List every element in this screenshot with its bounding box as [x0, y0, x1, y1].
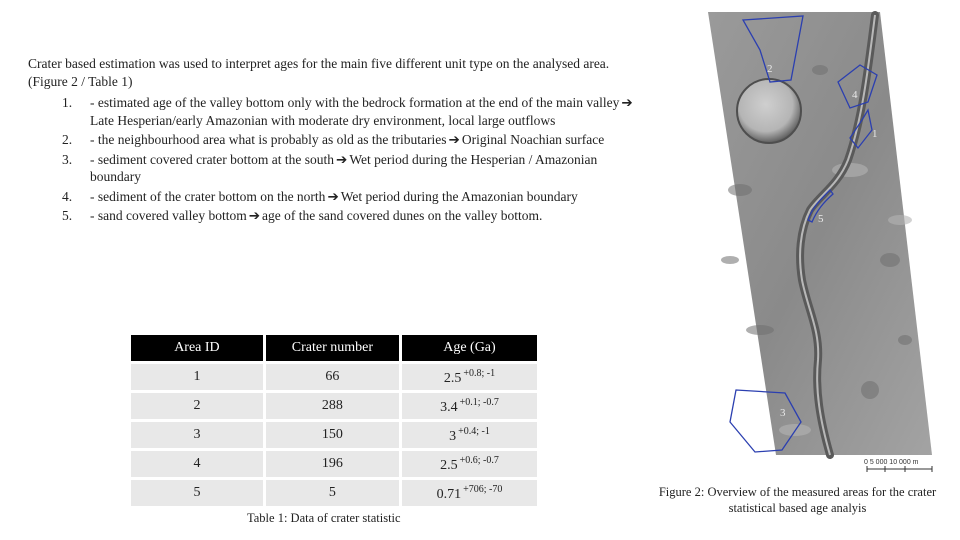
- arrow-icon: ➔: [248, 208, 261, 223]
- crater-statistics-table: [131, 332, 537, 509]
- cell-age: [399, 451, 537, 477]
- area-label-1: 1: [872, 128, 878, 140]
- age-error: +0.1; -0.7: [459, 396, 499, 408]
- mars-valley-map: [700, 10, 940, 480]
- area-label-2: 2: [767, 63, 773, 75]
- area-label-5: 5: [818, 213, 824, 225]
- list-text: - sediment of the crater bottom on the north: [90, 188, 326, 204]
- list-result: Original Noachian surface: [461, 132, 605, 147]
- table-header-row: [131, 335, 537, 361]
- cell-area-id: 1: [131, 364, 263, 390]
- scale-label: 0 5 000 10 000 m: [864, 459, 919, 466]
- list-text: - sand covered valley bottom: [90, 208, 247, 223]
- table-row: [131, 422, 537, 448]
- list-result: age of the sand covered dunes on the valley bottom.: [262, 208, 543, 223]
- list-result: Wet period during the Amazonian boundary: [340, 188, 578, 204]
- cell-area-id: 3: [131, 422, 263, 448]
- arrow-icon: ➔: [327, 188, 339, 204]
- list-number: 1.: [62, 95, 73, 110]
- cell-crater-number: 5: [263, 480, 399, 506]
- cell-age: [399, 393, 537, 419]
- list-item: [28, 94, 648, 129]
- area-label-3: 3: [780, 407, 786, 419]
- cell-crater-number: 150: [263, 422, 399, 448]
- cell-crater-number: 66: [263, 364, 399, 390]
- cell-area-id: 2: [131, 393, 263, 419]
- table-caption: Table 1: Data of crater statistic: [247, 511, 401, 525]
- list-item: [28, 151, 648, 186]
- arrow-icon: ➔: [621, 95, 633, 110]
- age-error: +0.8; -1: [463, 367, 496, 379]
- large-crater: [737, 79, 801, 143]
- interpretation-list: [28, 94, 648, 227]
- table-row: [131, 480, 537, 506]
- list-number: 3.: [62, 151, 73, 167]
- arrow-icon: ➔: [336, 151, 348, 167]
- intro-paragraph: Crater based estimation was used to interpret ages for the main five different unit type on the analysed area. (Figure 2 / Table 1): [28, 56, 610, 89]
- age-error: +0.4; -1: [458, 425, 490, 437]
- list-number: 4.: [62, 188, 73, 204]
- header-crater-number: Crater number: [263, 335, 399, 361]
- list-text: - estimated age of the valley bottom only with the bedrock formation at the end of the main valley: [90, 95, 620, 110]
- list-number: 5.: [62, 208, 73, 223]
- table-row: [131, 393, 537, 419]
- area-label-4: 4: [852, 89, 858, 101]
- header-age: Age (Ga): [399, 335, 537, 361]
- cell-crater-number: 196: [263, 451, 399, 477]
- list-result: Late Hesperian/early Amazonian with moderate dry environment, local large outflows: [90, 112, 556, 128]
- header-area-id: Area ID: [131, 335, 263, 361]
- table-row: [131, 364, 537, 390]
- scale-bar: [864, 459, 932, 472]
- cell-crater-number: 288: [263, 393, 399, 419]
- figure-caption: Figure 2: Overview of the measured areas for the crater statistical based age analyis: [658, 485, 937, 515]
- arrow-icon: ➔: [448, 132, 460, 147]
- cell-age: [399, 480, 537, 506]
- cell-area-id: 5: [131, 480, 263, 506]
- list-text: - sediment covered crater bottom at the south: [90, 151, 335, 167]
- list-item: [28, 188, 648, 206]
- age-error: +0.6; -0.7: [459, 454, 499, 466]
- cell-age: [399, 364, 537, 390]
- age-value: 3.4: [440, 399, 458, 415]
- cell-age: [399, 422, 537, 448]
- age-error: +706; -70: [463, 483, 503, 495]
- list-item: [28, 131, 648, 149]
- age-value: 2.5: [443, 370, 462, 386]
- list-number: 2.: [62, 132, 73, 147]
- list-text: - the neighbourhood area what is probably as old as the tributaries: [90, 132, 447, 147]
- age-value: 3: [449, 428, 457, 444]
- list-result: Wet period during the Hesperian / Amazonian boundary: [90, 151, 598, 184]
- age-value: 0.71: [436, 486, 462, 502]
- cell-area-id: 4: [131, 451, 263, 477]
- table-row: [131, 451, 537, 477]
- list-item: [28, 207, 648, 225]
- age-value: 2.5: [440, 457, 458, 473]
